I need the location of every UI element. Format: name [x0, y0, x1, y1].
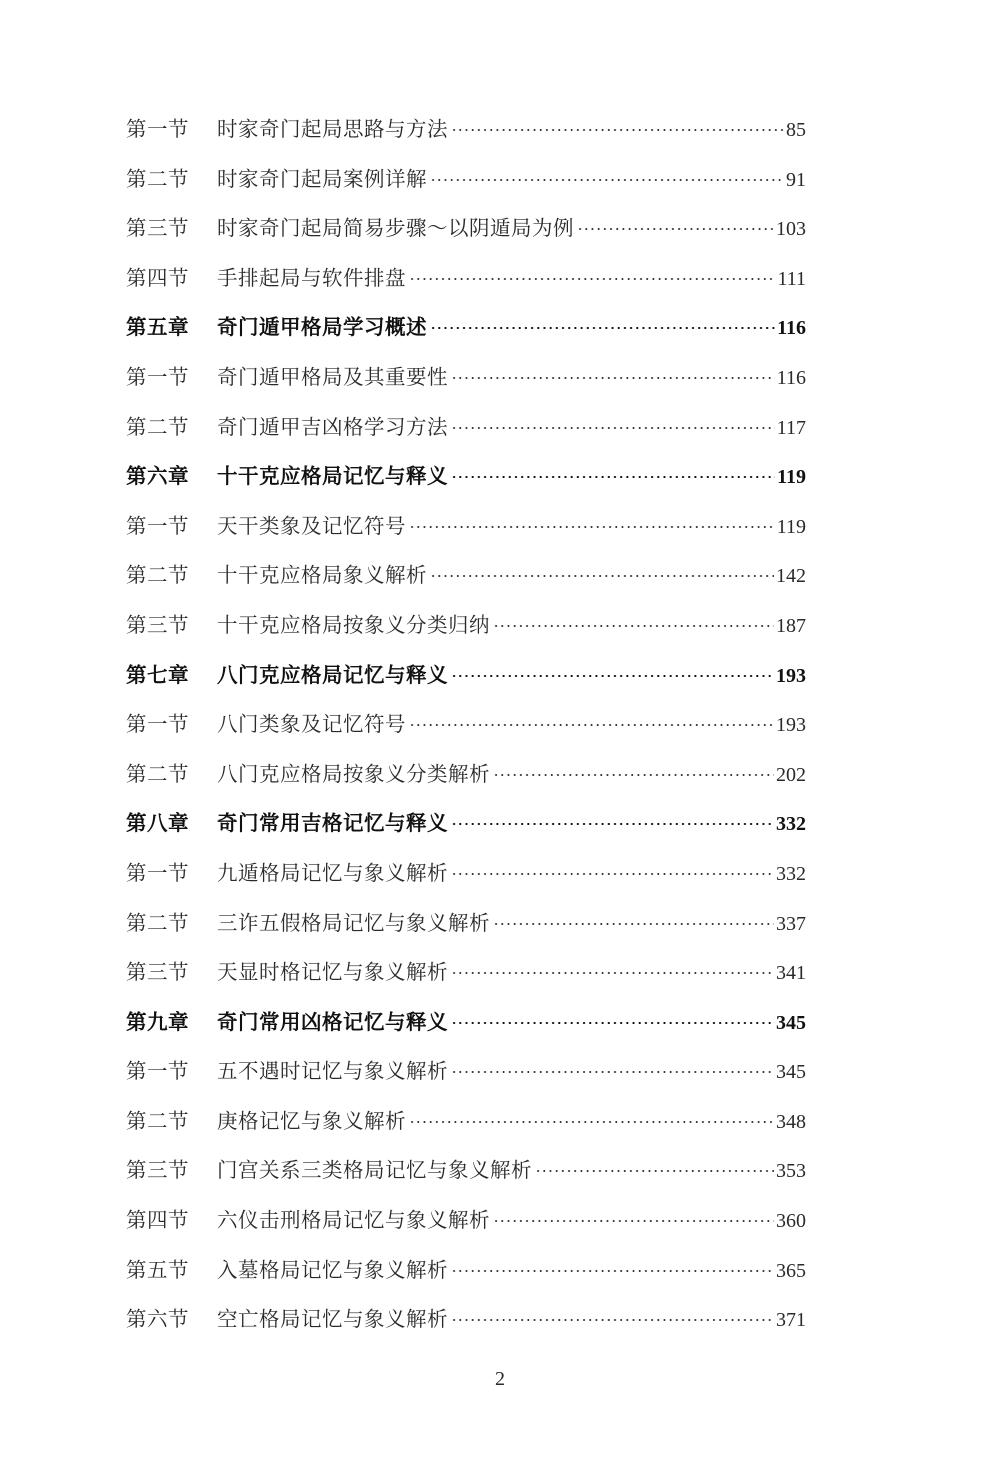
dot-leader [535, 1170, 774, 1172]
section-title: 八门克应格局按象义分类解析 [217, 761, 490, 786]
page-reference: 85 [786, 119, 806, 141]
dot-leader [409, 526, 775, 528]
section-title: 十干克应格局象义解析 [217, 563, 427, 588]
page-reference: 332 [776, 862, 806, 885]
dot-leader [577, 228, 774, 230]
page-reference: 116 [776, 366, 806, 389]
dot-leader [493, 923, 774, 925]
section-number: 第三节 [126, 612, 189, 637]
toc-section-entry [126, 601, 806, 651]
section-number: 第三节 [126, 1158, 189, 1183]
section-title: 十干克应格局按象义分类归纳 [217, 612, 490, 637]
section-title: 五不遇时记忆与象义解析 [217, 1059, 448, 1084]
chapter-number: 第七章 [126, 662, 189, 687]
section-title: 三诈五假格局记忆与象义解析 [217, 910, 490, 935]
table-of-contents [126, 105, 806, 1345]
dot-leader [451, 873, 774, 875]
toc-section-entry [126, 105, 806, 155]
toc-section-entry [126, 1295, 806, 1345]
chapter-title: 奇门常用吉格记忆与释义 [217, 811, 448, 836]
dot-leader [430, 327, 775, 329]
section-number: 第三节 [126, 216, 189, 241]
chapter-title: 奇门常用凶格记忆与释义 [217, 1009, 448, 1034]
chapter-number: 第九章 [126, 1009, 189, 1034]
chapter-number: 第八章 [126, 811, 189, 836]
section-number: 第二节 [126, 563, 189, 588]
page-reference: 345 [776, 1061, 806, 1084]
section-number: 第二节 [126, 910, 189, 935]
dot-leader [493, 1220, 774, 1222]
page-reference: 119 [776, 515, 806, 538]
section-title: 时家奇门起局简易步骤～以阴遁局为例 [217, 216, 574, 241]
toc-section-entry [126, 750, 806, 800]
dot-leader [409, 724, 774, 726]
toc-chapter-entry [126, 799, 806, 849]
dot-leader [409, 278, 775, 280]
page-reference: 111 [777, 267, 806, 290]
section-title: 门宫关系三类格局记忆与象义解析 [217, 1158, 532, 1183]
toc-section-entry [126, 204, 806, 254]
section-title: 天显时格记忆与象义解析 [217, 960, 448, 985]
page-reference: 360 [776, 1210, 806, 1233]
page-reference: 116 [777, 317, 806, 340]
page-reference: 353 [776, 1160, 806, 1183]
section-title: 六仪击刑格局记忆与象义解析 [217, 1208, 490, 1233]
section-title: 奇门遁甲格局及其重要性 [217, 364, 448, 389]
toc-section-entry [126, 899, 806, 949]
section-title: 庚格记忆与象义解析 [217, 1108, 406, 1133]
page-reference: 142 [776, 565, 806, 588]
section-title: 空亡格局记忆与象义解析 [217, 1307, 448, 1332]
section-number: 第四节 [126, 265, 189, 290]
section-title: 奇门遁甲吉凶格学习方法 [217, 414, 448, 439]
toc-section-entry [126, 1047, 806, 1097]
section-title: 九遁格局记忆与象义解析 [217, 860, 448, 885]
section-number: 第二节 [126, 1108, 189, 1133]
toc-section-entry [126, 700, 806, 750]
toc-chapter-entry [126, 998, 806, 1048]
page-reference: 371 [776, 1309, 806, 1332]
section-number: 第一节 [126, 860, 189, 885]
toc-section-entry [126, 353, 806, 403]
section-title: 时家奇门起局案例详解 [217, 166, 427, 191]
dot-leader [451, 1270, 774, 1272]
chapter-title: 奇门遁甲格局学习概述 [217, 315, 427, 340]
page-reference: 119 [777, 466, 806, 489]
toc-section-entry [126, 1246, 806, 1296]
section-number: 第二节 [126, 761, 189, 786]
section-number: 第四节 [126, 1208, 189, 1233]
page-reference: 337 [776, 912, 806, 935]
dot-leader [451, 1071, 774, 1073]
section-number: 第二节 [126, 414, 189, 439]
dot-leader [451, 1022, 774, 1024]
section-number: 第五节 [126, 1257, 189, 1282]
toc-chapter-entry [126, 651, 806, 701]
section-number: 第三节 [126, 960, 189, 985]
chapter-number: 第五章 [126, 315, 189, 340]
toc-section-entry [126, 948, 806, 998]
dot-leader [451, 427, 775, 429]
section-title: 入墓格局记忆与象义解析 [217, 1257, 448, 1282]
dot-leader [451, 1319, 774, 1321]
page-reference: 91 [786, 168, 806, 191]
page-reference: 202 [776, 763, 806, 786]
section-number: 第一节 [126, 712, 189, 737]
page-reference: 193 [776, 664, 806, 687]
page-reference: 187 [776, 614, 806, 637]
dot-leader [493, 774, 774, 776]
chapter-number: 第六章 [126, 464, 189, 489]
toc-chapter-entry [126, 303, 806, 353]
dot-leader [451, 675, 774, 677]
toc-section-entry [126, 254, 806, 304]
toc-section-entry [126, 403, 806, 453]
dot-leader [430, 179, 784, 181]
page-reference: 117 [776, 416, 806, 439]
section-number: 第二节 [126, 166, 189, 191]
section-title: 八门类象及记忆符号 [217, 712, 406, 737]
page-reference: 341 [776, 962, 806, 985]
dot-leader [451, 377, 775, 379]
page-reference: 332 [776, 813, 806, 836]
toc-section-entry [126, 1196, 806, 1246]
toc-section-entry [126, 155, 806, 205]
section-title: 天干类象及记忆符号 [217, 513, 406, 538]
dot-leader [409, 1121, 774, 1123]
page-number: 2 [495, 1368, 505, 1390]
section-number: 第一节 [126, 364, 189, 389]
toc-section-entry [126, 1097, 806, 1147]
dot-leader [451, 129, 784, 131]
page-reference: 103 [776, 218, 806, 241]
section-title: 手排起局与软件排盘 [217, 265, 406, 290]
toc-section-entry [126, 551, 806, 601]
page-reference: 193 [776, 714, 806, 737]
section-number: 第六节 [126, 1307, 189, 1332]
chapter-title: 十干克应格局记忆与释义 [217, 464, 448, 489]
section-title: 时家奇门起局思路与方法 [217, 117, 448, 141]
chapter-title: 八门克应格局记忆与释义 [217, 662, 448, 687]
toc-section-entry [126, 502, 806, 552]
toc-section-entry [126, 849, 806, 899]
dot-leader [451, 476, 775, 478]
section-number: 第一节 [126, 1059, 189, 1084]
dot-leader [430, 575, 774, 577]
section-number: 第一节 [126, 117, 189, 141]
dot-leader [451, 972, 774, 974]
section-number: 第一节 [126, 513, 189, 538]
page-reference: 345 [776, 1011, 806, 1034]
dot-leader [451, 823, 774, 825]
toc-chapter-entry [126, 452, 806, 502]
toc-section-entry [126, 1146, 806, 1196]
dot-leader [493, 625, 774, 627]
page-reference: 348 [776, 1110, 806, 1133]
page-reference: 365 [776, 1259, 806, 1282]
